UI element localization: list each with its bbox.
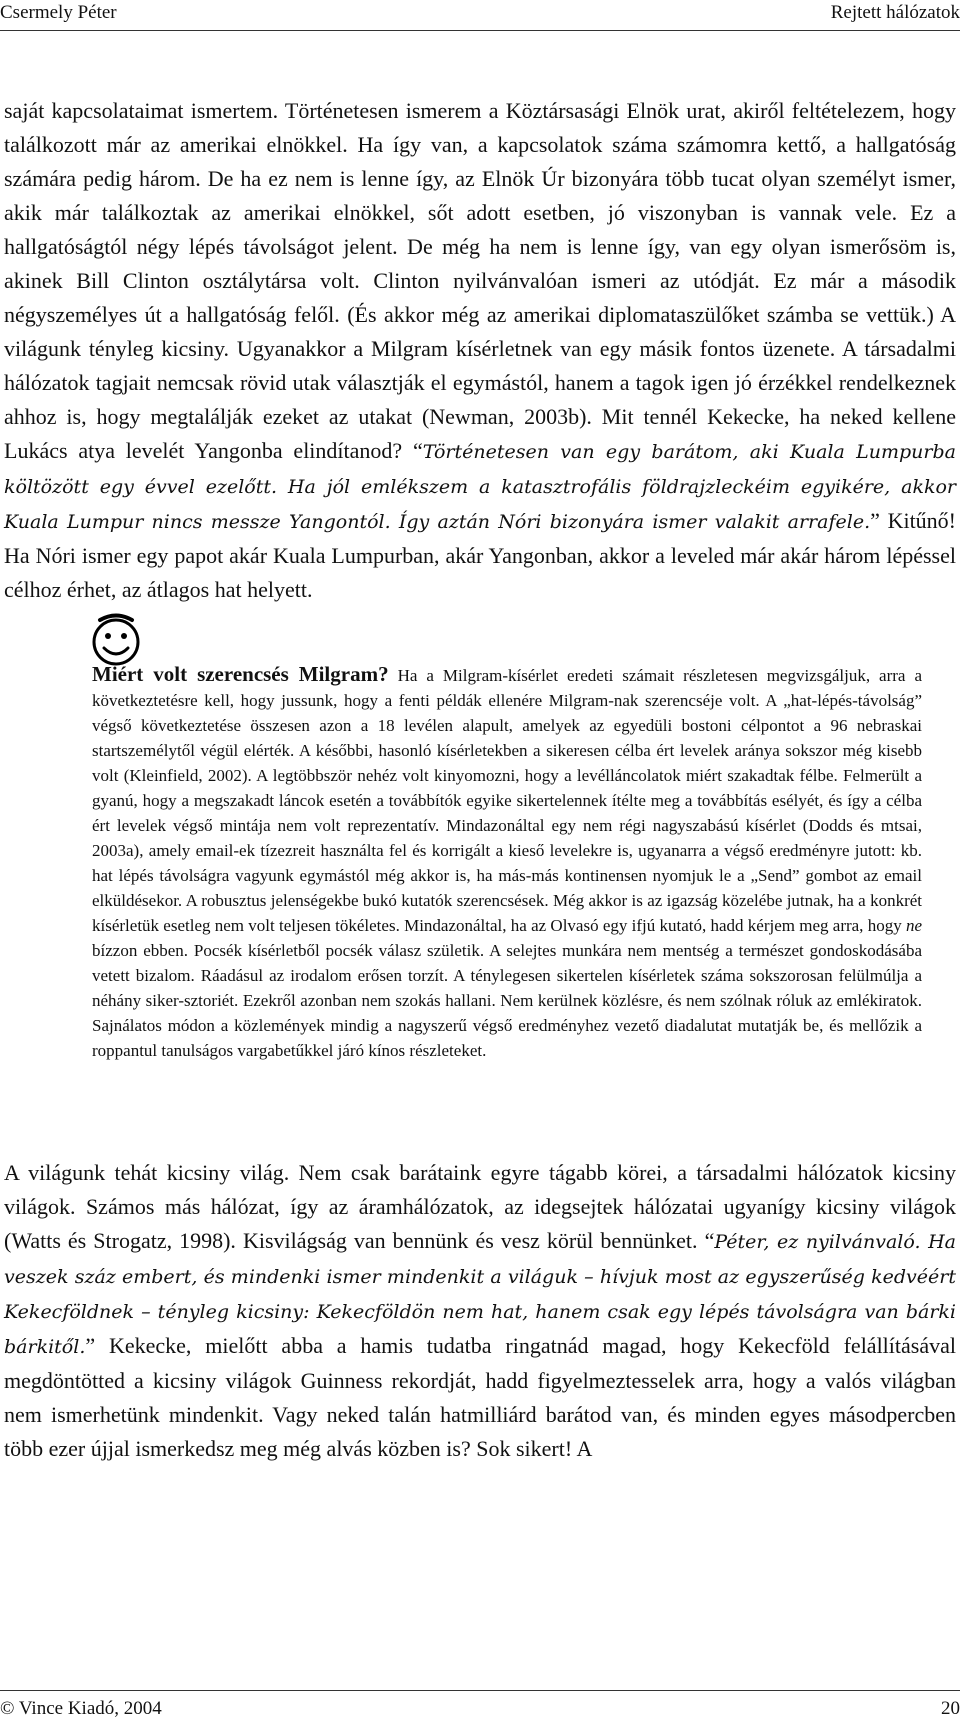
paragraph-1-quote: Történetesen van egy barátom, aki Kuala Lumpurba költözött egy évvel ezelőtt. Ha jól emlékszem a katasztrofális földrajzleckéim egyikére, akkor Kuala Lumpur nincs messze Yangontól. Így aztán Nóri bizonyára ismer valakit arrafele.	[4, 441, 956, 533]
header-author: Csermely Péter	[0, 2, 117, 23]
box-text-italic: ne	[905, 916, 922, 935]
paragraph-1	[4, 94, 956, 607]
header-book-title: Rejtett hálózatok	[830, 2, 960, 23]
paragraph-3	[4, 1156, 956, 1466]
box-text: Ha a Milgram-kísérlet eredeti számait részletesen megvizsgáljuk, arra a következtetésre kell, hogy jussunk, hogy a fenti példák ellenére Milgram-nak szerencséje volt. A „hat-lépés-távolság” végső következtetése összesen azon a 18 levélen alapult, amelyek az egyedüli bostoni célpontot a 96 nebraskai startszemélytől végül elérték. A későbbi, hasonló kísérletekben a sikeresen célba ért levelek aránya sokszor még kisebb volt (Kleinfield, 2002). A legtöbbször nehéz volt kinyomozni, hogy a levélláncolatok miért szakadtak félbe. Felmerült a gyanú, hogy a megszakadt láncok esetén a továbbítók egyike sikertelennek ítélte meg a továbbítás esélyét, és így a célba ért levelek végső mintája nem volt reprezentatív. Mindazonáltal egy nem régi nagyszabású kísérlet (Dodds és mtsai, 2003a), amely email-ek tízezreit használta fel és korrigált a kieső levelekre is, ugyanarra a végső eredményre jutott: kb. hat lépés távolságra vagyunk egymástól még akkor is, ha más-más kontinensen nyomjuk le a „Send” gombot az email elküldésekor. A robusztus jelenségekbe bukó kutatók szerencsések. Még akkor is az igazság közelébe jutnak, ha a konkrét kísérletük esetleg nem volt teljesen tökéletes. Mindazonáltal, ha az Olvasó egy ifjú kutató, hadd kérjem meg arra, hogy	[92, 666, 922, 935]
box-text-end: bízzon ebben. Pocsék kísérletből pocsék válasz születik. A selejtes munkára nem mentség a természet gondoskodásába vetett bizalom. Ráadásul az irodalom erősen torzít. A ténylegesen sikertelen kísérletek száma sokszorosan felülmúlja a néhány siker-sztoriét. Ezekről azonban nem szokás hallani. Nem kerülnek közlésre, és nem szólnak róluk az emlékiratok. Sajnálatos módon a közlemények mindig a nagyszerű végső eredményhez vezető diadalutat mutatják be, és mellőzik a roppantul tanulságos vargabetűkkel járó kínos részleteket.	[92, 941, 922, 1060]
paragraph-1-text-b: ” Kitűnő! Ha Nóri ismer egy papot akár Kuala Lumpurban, akár Yangonban, akkor a leveled már akár három lépéssel célhoz érhet, az átlagos hat helyett.	[4, 508, 957, 602]
paragraph-1-text-a: saját kapcsolataimat ismertem. Történetesen ismerem a Köztársasági Elnök urat, akiről feltételezem, hogy találkozott már az amerikai elnökkel. Ha így van, a kapcsolatok száma számomra kettő, a hallgatóság számára pedig három. De ha ez nem is lenne így, az Elnök Úr bizonyára több tucat olyan személyt ismer, akik már találkoztak az amerikai elnökkel, sőt adott esetben, jó viszonyban is vannak vele. Ez a hallgatóságtól négy lépés távolságot jelent. De még ha nem is lenne így, van egy olyan ismerősöm is, akinek Bill Clinton osztálytársa volt. Clinton nyilvánvalóan ismeri az utódját. Ez már a második négyszemélyes út a hallgatóság felől. (És akkor még az amerikai diplomataszülőket számba se vettük.) A világunk tényleg kicsiny. Ugyanakkor a Milgram kísérletnek van egy másik fontos üzenete. A társadalmi hálózatok tagjait nemcsak rövid utak választják el egymástól, hanem a tagok igen jó érzékkel rendelkeznek ahhoz is, hogy megtalálják ezeket az utakat (Newman, 2003b). Mit tennél Kekecke, ha neked kellene Lukács atya levelét Yangonba elindítanod? “	[4, 98, 956, 463]
footer-rule	[0, 1690, 960, 1691]
page-footer	[0, 1690, 960, 1726]
paragraph-3-text-b: ” Kekecke, mielőtt abba a hamis tudatba ringatnád magad, hogy Kekecföld felállításával megdöntötted a kicsiny világok Guinness rekordját, hadd figyelmeztesselek arra, hogy a valós világban nem ismerhetünk mindenkit. Vagy neked talán hatmilliárd barátod van, és minden egyes másodpercben több ezer újjal ismerkedsz meg még alvás közben is? Sok sikert! A	[4, 1333, 956, 1461]
box-title: Miért volt szerencsés Milgram?	[92, 662, 389, 686]
page-header	[0, 0, 960, 32]
paragraph-3-quote: Péter, ez nyilvánvaló. Ha veszek száz embert, és mindenki ismer mindenkit a világuk – hívjuk most az egyszerűség kedvéért Kekecföldnek – tényleg kicsiny: Kekecföldön nem hat, hanem csak egy lépés távolságra van bárki bárkitől.	[4, 1231, 956, 1358]
smiley-icon	[86, 608, 146, 668]
page-number: 20	[941, 1698, 960, 1719]
header-rule	[0, 30, 960, 31]
sidebar-box	[92, 662, 922, 1063]
footer-publisher: © Vince Kiadó, 2004	[0, 1698, 162, 1719]
paragraph-3-text-a: A világunk tehát kicsiny világ. Nem csak barátaink egyre tágabb körei, a társadalmi hálózatok kicsiny világok. Számos más hálózat, így az áramhálózatok, az idegsejtek hálózatai ugyanígy kicsiny világok (Watts és Strogatz, 1998). Kisvilágság van bennünk és vesz körül bennünket. “	[4, 1160, 956, 1253]
